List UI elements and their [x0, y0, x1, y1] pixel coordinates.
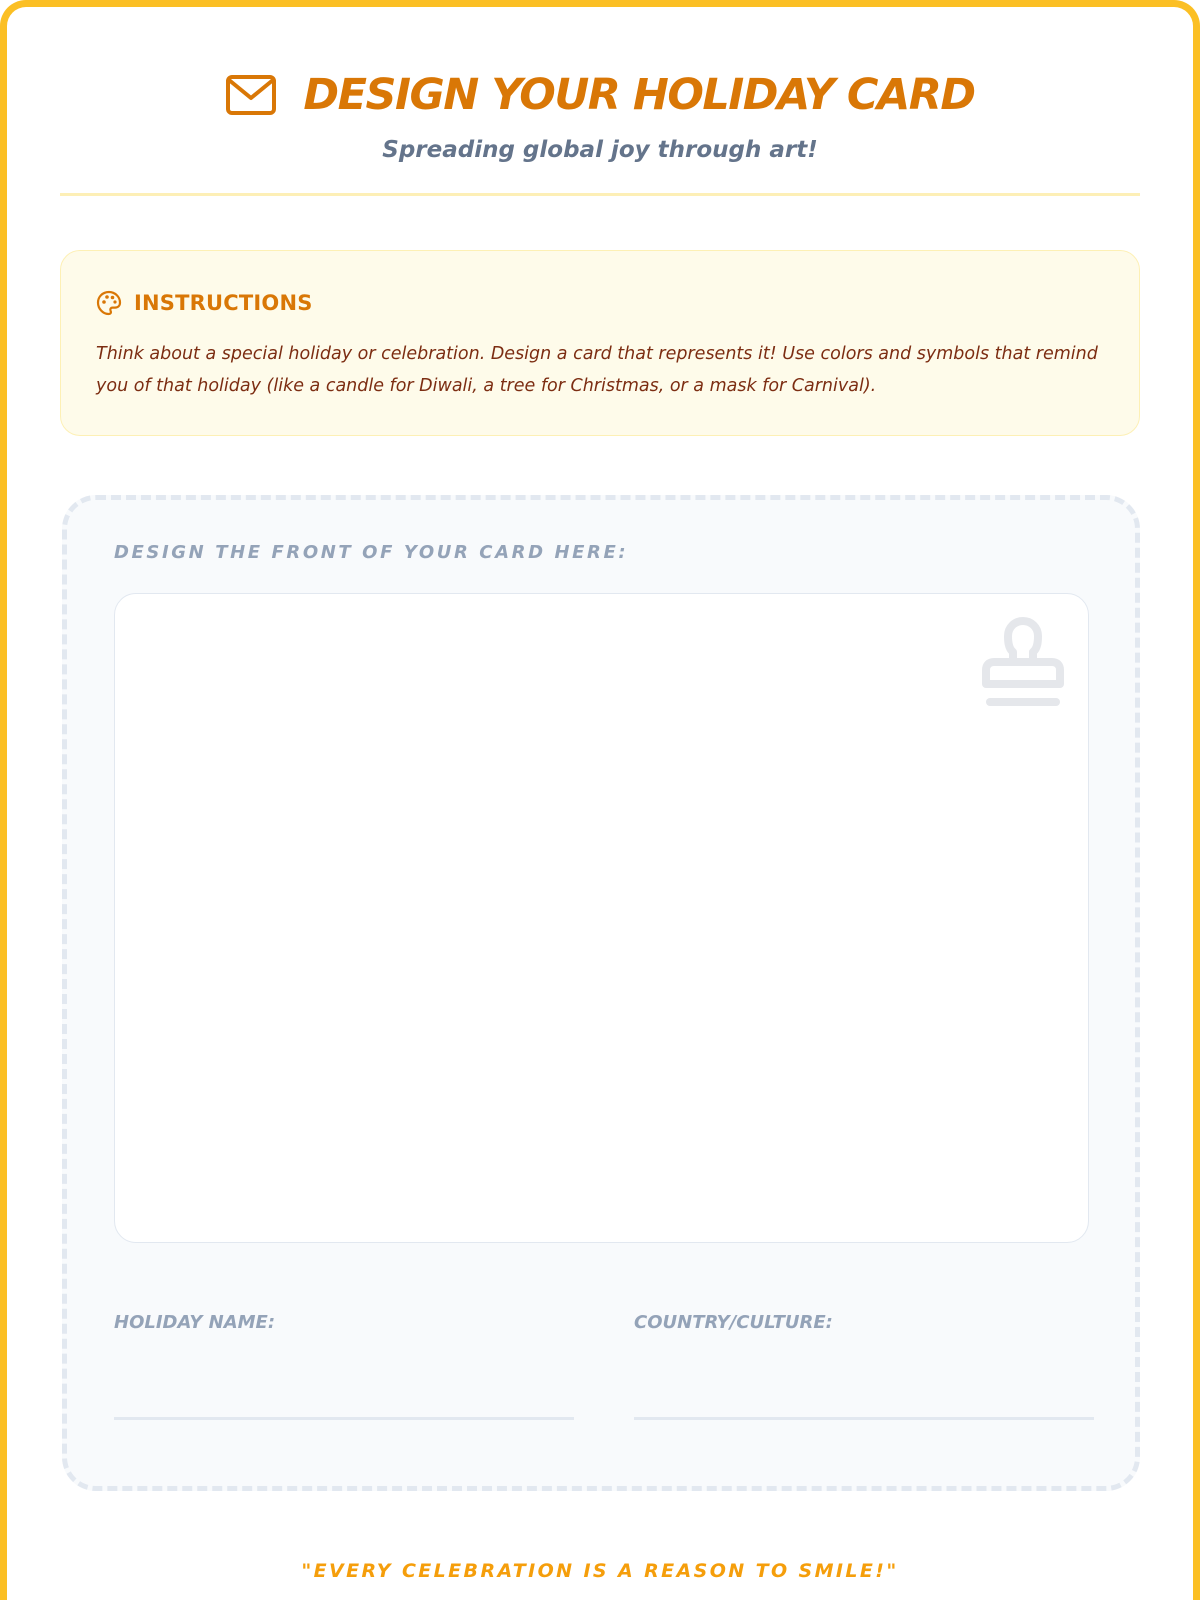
page-subtitle: Spreading global joy through art!	[382, 137, 818, 163]
instructions-box	[60, 250, 1140, 436]
card-design-area	[62, 495, 1140, 1491]
instructions-heading	[96, 287, 1105, 319]
design-area-label: DESIGN THE FRONT OF YOUR CARD HERE:	[114, 542, 629, 563]
holiday-name-label: HOLIDAY NAME:	[114, 1312, 276, 1333]
card-drawing-canvas[interactable]	[114, 593, 1089, 1243]
instructions-text: Think about a special holiday or celebration. Design a card that represents it! Use colors and symbols that remind you of that holiday (like a candle for Diwali, a tree for Christmas, or a mask for Carnival).	[96, 344, 1098, 396]
holiday-name-input[interactable]	[114, 1364, 574, 1420]
page-title: DESIGN YOUR HOLIDAY CARD	[303, 70, 975, 120]
country-culture-field	[634, 1312, 1094, 1333]
title-row	[7, 65, 1193, 125]
header-divider	[60, 193, 1140, 196]
country-culture-input[interactable]	[634, 1364, 1094, 1420]
country-culture-label: COUNTRY/CULTURE:	[634, 1312, 833, 1333]
header	[7, 65, 1193, 163]
holiday-name-field	[114, 1312, 574, 1333]
palette-icon	[96, 290, 122, 316]
instructions-title: INSTRUCTIONS	[134, 291, 313, 315]
stamp-icon	[980, 612, 1066, 710]
envelope-icon	[225, 73, 277, 117]
footer-quote: "EVERY CELEBRATION IS A REASON TO SMILE!"	[301, 1560, 899, 1582]
